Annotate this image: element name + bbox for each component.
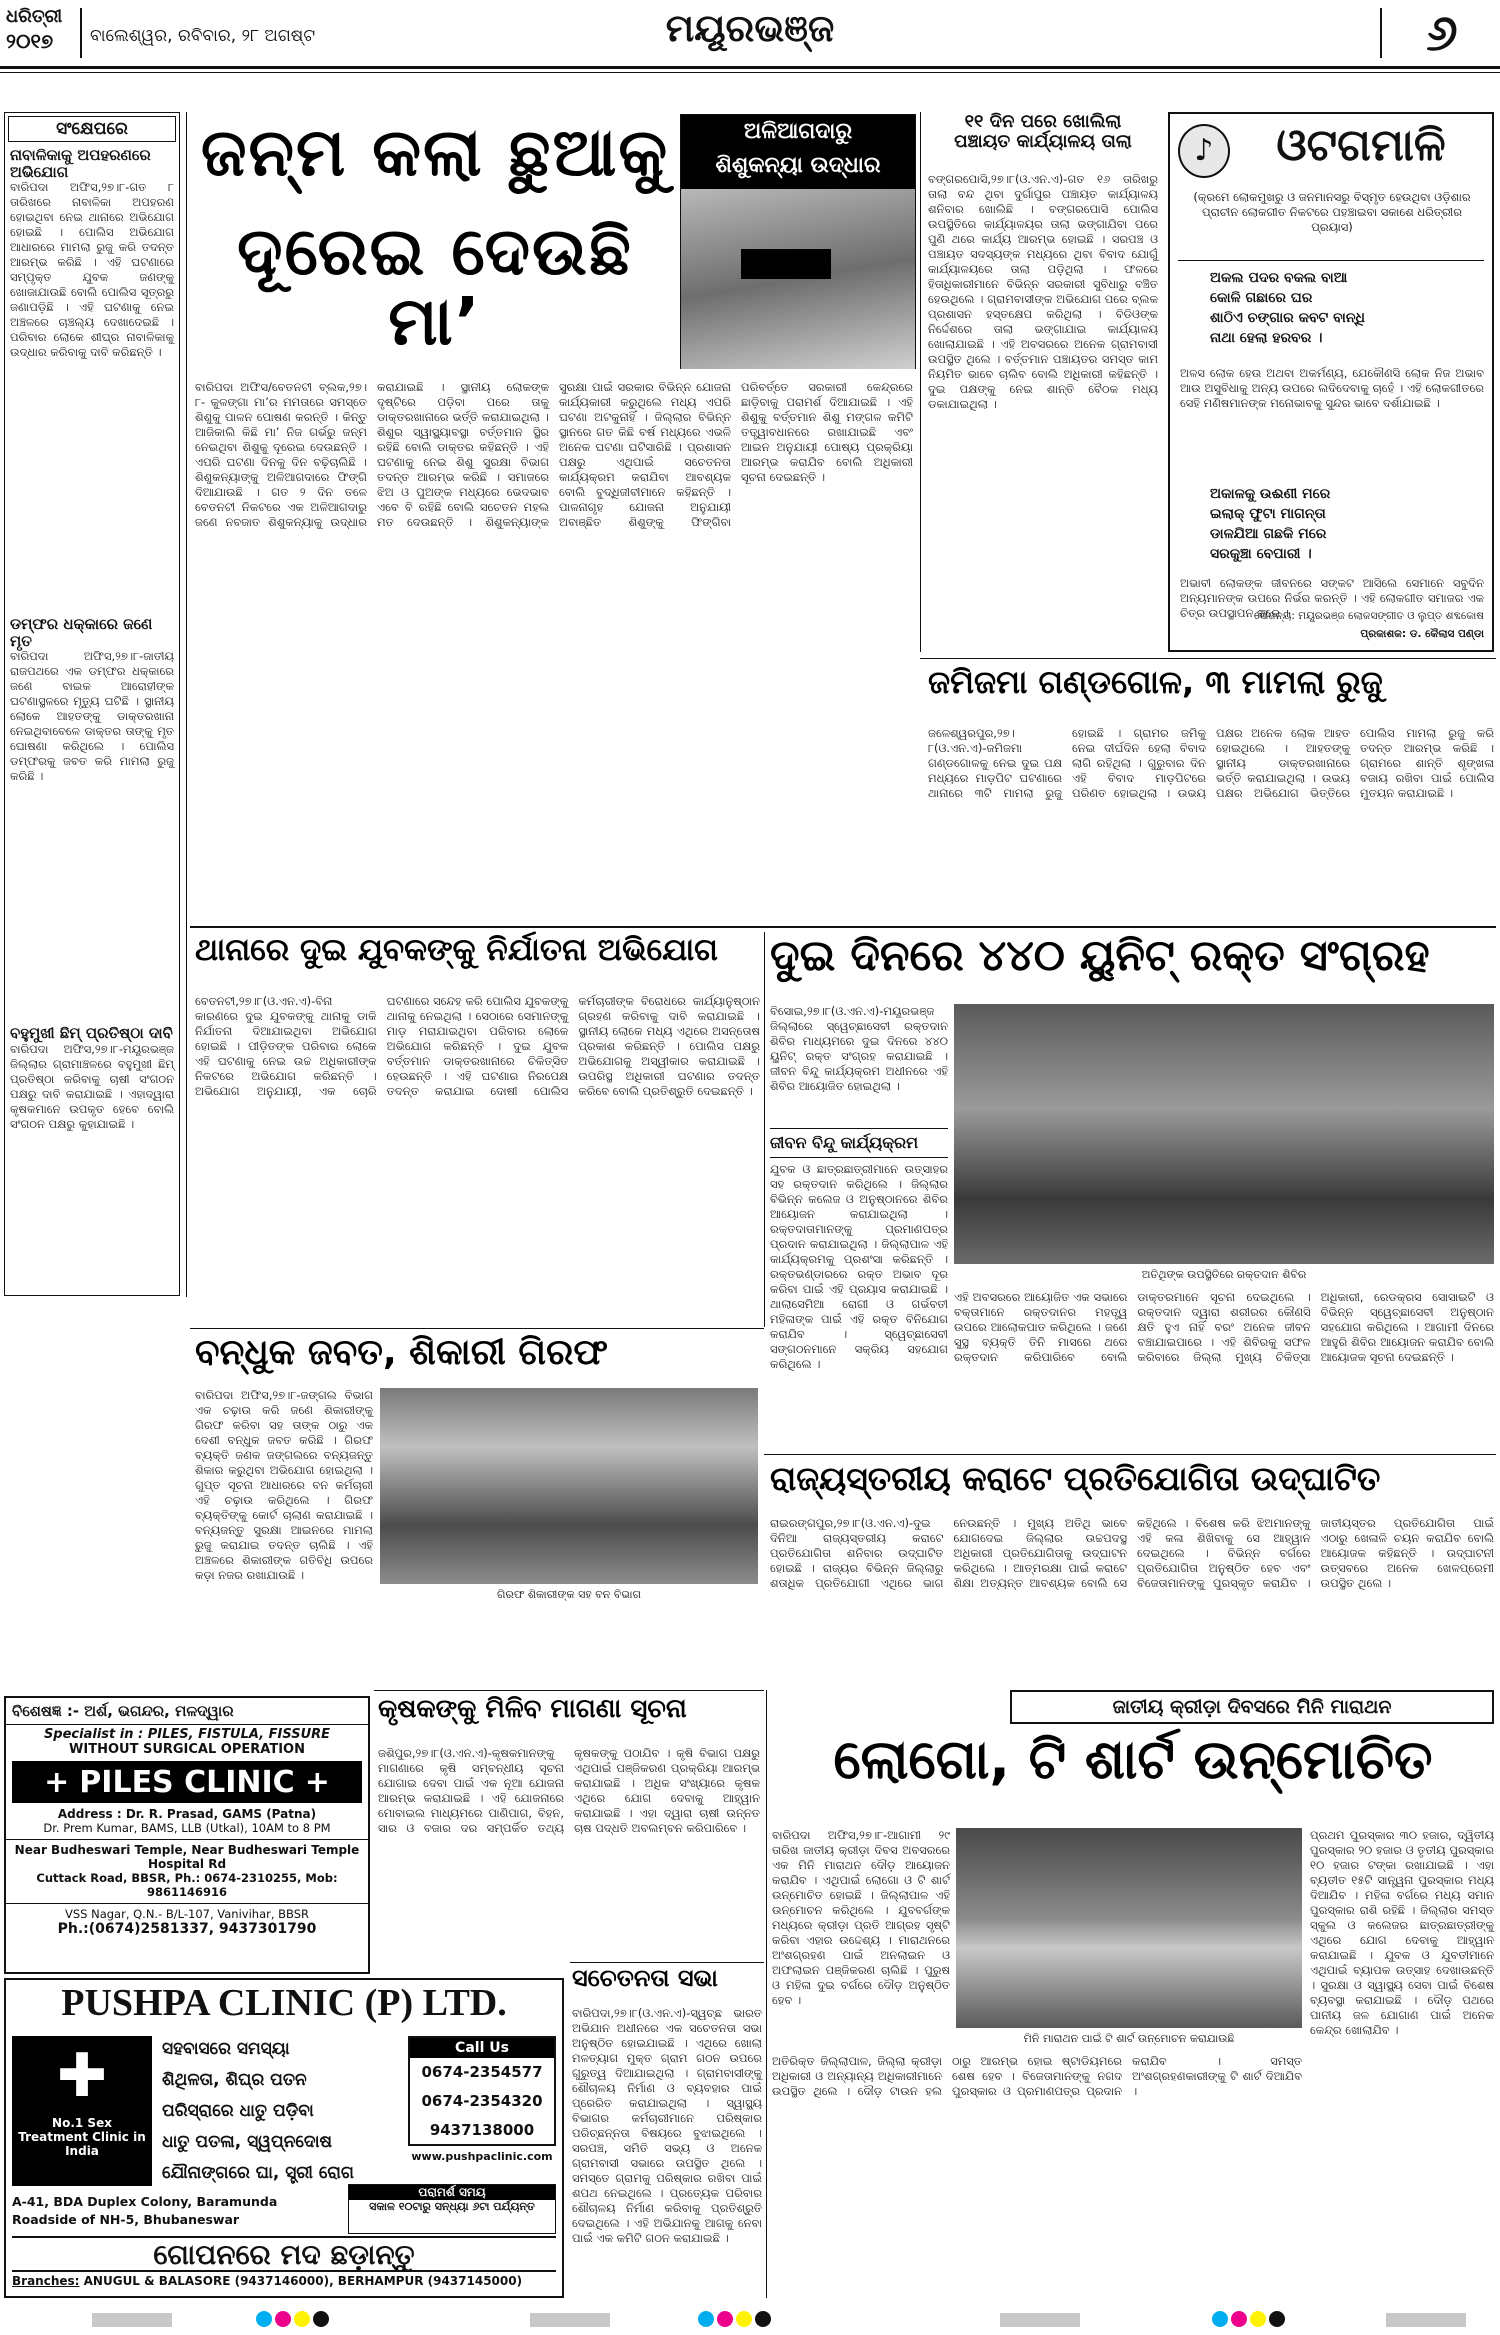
folk-verse-1: [1210, 268, 1460, 358]
torture-body: ବେତନଟୀ,୨୭।୮(ଓ.ଏନ.ଏ)-ବିନା କାରଣରେ ଦୁଇ ଯୁବକଙ୍କୁ ଥାନାକୁ ଡାକି ନିର୍ଯାତନା ଦିଆଯାଇଥିବା ଅଭିଯୋଗ ହୋଇଛି । ପୀଡ଼ିତଙ୍କ ପରିବାର ଲୋକେ ଏହି ଘଟଣାକୁ ନେଇ ଉଚ୍ଚ ଅଧିକାରୀଙ୍କ ନିକଟରେ ଅଭିଯୋଗ କରିଛନ୍ତି । ଅଭିଯୋଗ ଅନୁଯାୟୀ, ଏକ ଚୋରି ଘଟଣାରେ ସନ୍ଦେହ କରି ପୋଲିସ ଯୁବକଙ୍କୁ ଥାନାକୁ ନେଇଥିଲା । ସେଠାରେ ସେମାନଙ୍କୁ ମାଡ଼ ମରାଯାଇଥିବା ପରିବାର ଲୋକେ ଅଭିଯୋଗ କରିଛନ୍ତି । ଦୁଇ ଯୁବକ ବର୍ତ୍ତମାନ ଡାକ୍ତରଖାନାରେ ଚିକିତ୍ସିତ ହେଉଛନ୍ତି । ଏହି ଘଟଣାର ନିରପେକ୍ଷ ତଦନ୍ତ କରାଯାଇ ଦୋଷୀ ପୋଲିସ କର୍ମଚାରୀଙ୍କ ବିରୋଧରେ କାର୍ଯ୍ୟାନୁଷ୍ଠାନ ଗ୍ରହଣ କରିବାକୁ ଦାବି କରାଯାଇଛି । ସ୍ଥାନୀୟ ଲୋକେ ମଧ୍ୟ ଏଥିରେ ଅସନ୍ତୋଷ ପ୍ରକାଶ କରିଛନ୍ତି । ପୋଲିସ ପକ୍ଷରୁ ଅଭିଯୋଗକୁ ଅସ୍ୱୀକାର କରାଯାଇଛି । ଉପରିସ୍ଥ ଅଧିକାରୀ ଘଟଣାର ତଦନ୍ତ କରିବେ ବୋଲି ପ୍ରତିଶ୍ରୁତି ଦେଇଛନ୍ତି ।: [195, 994, 760, 1098]
piles-ad-specialist: Specialist in : PILES, FISTULA, FISSURE: [43, 1727, 331, 1742]
panchayat-body: ବଙ୍ଗରପୋସି,୨୭।୮(ଓ.ଏନ.ଏ)-ଗତ ୧୬ ତାରିଖରୁ ତାଲା ବନ୍ଦ ଥିବା ଦୁର୍ଗାପୁର ପଞ୍ଚାୟତ କାର୍ଯ୍ୟାଳୟ ଶନିବାର ଖୋଲିଛି । ବଙ୍ଗରପୋସି ପୋଲିସ ଉପସ୍ଥିତିରେ କାର୍ଯ୍ୟାଳୟର ତାଲା ଭଙ୍ଗାଯିବା ପରେ ପୁଣି ଥରେ କାର୍ଯ୍ୟ ଆରମ୍ଭ ହୋଇଛି । ସରପଞ୍ଚ ଓ ପଞ୍ଚାୟତ ସଦସ୍ୟଙ୍କ ମଧ୍ୟରେ ଥିବା ବିବାଦ ଯୋଗୁଁ କାର୍ଯ୍ୟାଳୟରେ ତାଲା ପଡ଼ିଥିଲା । ଫଳରେ ହିତାଧିକାରୀମାନେ ବିଭିନ୍ନ ସରକାରୀ ସୁବିଧାରୁ ବଞ୍ଚିତ ହେଉଥିଲେ । ଗ୍ରାମବାସୀଙ୍କ ଅଭିଯୋଗ ପରେ ବ୍ଲକ ପ୍ରଶାସନ ହସ୍ତକ୍ଷେପ କରିଥିଲା । ବିଡିଓଙ୍କ ନିର୍ଦ୍ଦେଶରେ ତାଲା ଭଙ୍ଗାଯାଇ କାର୍ଯ୍ୟାଳୟ ଖୋଲାଯାଇଛି । ଏହି ଅବସରରେ ଅନେକ ଗ୍ରାମବାସୀ ଉପସ୍ଥିତ ଥିଲେ । ବର୍ତ୍ତମାନ ପଞ୍ଚାୟତର ସମସ୍ତ କାମ ନିୟମିତ ଭାବେ ଚାଲିବ ବୋଲି ଅଧିକାରୀ କହିଛନ୍ତି । ଦୁଇ ପକ୍ଷଙ୍କୁ ନେଇ ଶାନ୍ତି ବୈଠକ ମଧ୍ୟ ଡକାଯାଇଥିଲା ।: [928, 172, 1158, 411]
rescue-photo-frame: [680, 114, 916, 369]
verse-line: କୋଳି ଗଛାରେ ଘର: [1210, 290, 1313, 306]
section-rule: [374, 1690, 764, 1691]
magenta-dot: [717, 2311, 733, 2327]
section-rule: [190, 1328, 764, 1329]
blood-camp-photo: [954, 1004, 1494, 1264]
column-rule: [766, 1690, 767, 2298]
pushpa-timing-label: ପରାମର୍ଶ ସମୟ: [349, 2185, 555, 2200]
panchayat-headline-line2: ପଞ୍ଚାୟତ କାର୍ଯ୍ୟାଳୟ ତାଲା: [954, 130, 1132, 152]
color-registration-dots: [698, 2311, 771, 2327]
pushpa-timing: ସକାଳ ୧୦ଟାରୁ ସନ୍ଧ୍ୟା ୬ଟା ପର୍ଯ୍ୟନ୍ତ: [369, 2200, 535, 2213]
baby-photo: [681, 189, 915, 369]
rescue-caption-line1: ଅଳିଆଗଦାରୁ: [743, 119, 853, 144]
blood-body-1: ବିସୋଇ,୨୭।୮(ଓ.ଏନ.ଏ)-ମୟୂରଭଞ୍ଜ ଜିଲ୍ଲାରେ ସ୍ୱେଚ୍ଛାସେବୀ ରକ୍ତଦାନ ଶିବିର ମାଧ୍ୟମରେ ଦୁଇ ଦିନରେ ୪୪୦ ୟୁନିଟ୍ ରକ୍ତ ସଂଗ୍ରହ କରାଯାଇଛି । ଜୀବନ ବିନ୍ଦୁ କାର୍ଯ୍ୟକ୍ରମ ଅଧୀନରେ ଏହି ଶିବିର ଆୟୋଜିତ ହୋଇଥିଲା ।: [770, 1004, 948, 1093]
section-rule: [764, 1454, 1496, 1455]
lead-headline-line1: ଜନ୍ମ କଲା ଛୁଆକୁ: [200, 114, 670, 191]
blood-headline: ଦୁଇ ଦିନରେ ୪୪୦ ୟୁନିଟ୍ ରକ୍ତ ସଂଗ୍ରହ: [770, 931, 1430, 981]
blood-subhead: ଜୀବନ ବିନ୍ଦୁ କାର୍ଯ୍ୟକ୍ରମ: [770, 1128, 948, 1158]
folk-credit: ସୌଜନ୍ୟ: ମୟୂରଭଞ୍ଜ ଲୋକସଙ୍ଗୀତ ଓ ଲୁପ୍ତ ଶବ୍ଦକୋଷ: [1254, 610, 1484, 622]
verse-line: ଶାଠିଏ ଚଙ୍ଗାର କବଟ ବାନ୍ଧି: [1210, 310, 1365, 326]
brand-name: ଧରିତ୍ରୀ: [6, 6, 63, 27]
land-headline: ଜମିଜମା ଗଣ୍ଡଗୋଳ, ୩ ମାମଲା ରୁଜୁ: [928, 663, 1383, 701]
pushpa-badge: [12, 2036, 152, 2186]
piles-clinic-banner: [12, 1761, 362, 1803]
piles-ad-phone: Ph.:(0674)2581337, 9437301790: [57, 1921, 317, 1937]
pushpa-service: ସହବାସରେ ସମସ୍ୟା: [162, 2039, 290, 2059]
piles-ad-road: Cuttack Road, BBSR, Ph.: 0674-2310255, Mob: 9861146916: [36, 1871, 338, 1899]
panchayat-headline-line1: ୧୧ ଦିନ ପରେ ଖୋଲିଲା: [964, 111, 1122, 132]
blood-photo-caption: ଅତିଥିଙ୍କ ଉପସ୍ଥିତିରେ ରକ୍ତଦାନ ଶିବିର: [1141, 1268, 1307, 1281]
verse-line: ନାଥା ହେଲା ହରବର ।: [1210, 330, 1323, 346]
header-divider-left: [80, 8, 82, 58]
brief-headline: ଡମ୍ଫର ଧକ୍କାରେ ଜଣେ ମୃତ: [10, 615, 153, 650]
marathon-headline: ଲୋଗୋ, ଟି ଶାର୍ଟ ଉନ୍ମୋଚିତ: [833, 1728, 1433, 1791]
hunter-arrest-photo: [380, 1388, 758, 1584]
pushpa-timing-box: [348, 2184, 556, 2234]
briefs-column: [4, 112, 180, 1296]
pushpa-callus: Call Us: [410, 2038, 554, 2058]
brand-year: ୨୦୧୭: [6, 29, 54, 53]
page-number: ୬: [1426, 4, 1458, 62]
pushpa-tagline: ଗୋପନରେ ମଦ ଛଡ଼ାନ୍ତୁ: [12, 2236, 556, 2272]
blood-body-3: ଏହି ଅବସରରେ ଆୟୋଜିତ ଏକ ସଭାରେ ବକ୍ତାମାନେ ରକ୍ତଦାନର ମହତ୍ତ୍ୱ ଉପରେ ଆଲୋକପାତ କରିଥିଲେ । ଜଣେ ସୁସ୍ଥ ବ୍ୟକ୍ତି ତିନି ମାସରେ ଥରେ ରକ୍ତଦାନ କରିପାରିବେ ବୋଲି ଡାକ୍ତରମାନେ ସୂଚନା ଦେଇଥିଲେ । ରକ୍ତଦାନ ଦ୍ୱାରା ଶରୀରର କୌଣସି କ୍ଷତି ହୁଏ ନାହିଁ ବରଂ ଅନେକ ଜୀବନ ବଞ୍ଚାଯାଇପାରେ । ଏହି ଶିବିରକୁ ସଫଳ କରିବାରେ ଜିଲ୍ଲା ମୁଖ୍ୟ ଚିକିତ୍ସା ଅଧିକାରୀ, ରେଡକ୍ରସ ସୋସାଇଟି ଓ ବିଭିନ୍ନ ସ୍ୱେଚ୍ଛାସେବୀ ଅନୁଷ୍ଠାନ ସହଯୋଗ କରିଥିଲେ । ଆଗାମୀ ଦିନରେ ଆହୁରି ଶିବିର ଆୟୋଜନ କରାଯିବ ବୋଲି ଆୟୋଜକ ସୂଚନା ଦେଇଛନ୍ତି ।: [954, 1290, 1494, 1364]
folk-publisher: ପ୍ରକାଶକ: ଡ. କୈଲାସ ପଣ୍ଡା: [1360, 628, 1484, 640]
verse-line: ଡାଳଯିଆ ଗଛକି ମରେ: [1210, 526, 1327, 542]
header-rule-thin: [0, 72, 1500, 73]
cross-icon: +: [44, 1764, 70, 1800]
brief-body: ବାରିପଦା ଅଫିସ,୨୭।୮-ଗତ ୮ ତାରିଖରେ ନାବାଳିକା ଅପହରଣ ହୋଇଥିବା ନେଇ ଥାନାରେ ଅଭିଯୋଗ ହୋଇଛି । ପୋଲିସ ଅଭିଯୋଗ ଆଧାରରେ ମାମଲା ରୁଜୁ କରି ତଦନ୍ତ ଆରମ୍ଭ କରିଛି । ଏହି ଘଟଣାରେ ସମ୍ପୃକ୍ତ ଯୁବକ ଜଣଙ୍କୁ ଖୋଜାଯାଉଛି ବୋଲି ପୋଲିସ ସୂତ୍ରରୁ ଜଣାପଡ଼ିଛି । ଏହି ଘଟଣାକୁ ନେଇ ଅଞ୍ଚଳରେ ଚାଞ୍ଚଲ୍ୟ ଦେଖାଦେଇଛି । ପରିବାର ଲୋକେ ଶୀଘ୍ର ନାବାଳିକାକୁ ଉଦ୍ଧାର କରିବାକୁ ଦାବି କରିଛନ୍ତି ।: [10, 180, 174, 359]
piles-ad-address: Address : Dr. R. Prasad, GAMS (Patna): [57, 1807, 317, 1821]
print-registration-bar: [1386, 2313, 1466, 2327]
lead-headline-line2: ଦୂରେଇ ଦେଉଛି ମା’: [237, 213, 633, 360]
pushpa-services: [162, 2034, 402, 2190]
torture-headline: ଥାନାରେ ଦୁଇ ଯୁବକଙ୍କୁ ନିର୍ଯାତନା ଅଭିଯୋଗ: [195, 932, 718, 968]
section-rule: [190, 926, 1496, 928]
pushpa-callus-box: [408, 2036, 556, 2146]
print-registration-bar: [1000, 2313, 1080, 2327]
folk-para-1: ଅଳସ ଲୋକ ହେଉ ଅଥବା ଅକର୍ମଣ୍ୟ, ଯେକୌଣସି ଲୋକ ନିଜ ଅଭାବ ଆଉ ଅସୁବିଧାକୁ ଅନ୍ୟ ଉପରେ ଲଦିଦେବାକୁ ଚାହେଁ । ଏହି ଲୋକଗୀତରେ ସେହି ମଣିଷମାନଙ୍କ ମନୋଭାବକୁ ସୁନ୍ଦର ଭାବେ ଦର୍ଶାଯାଇଛି ।: [1180, 366, 1484, 410]
header-divider-right: [1380, 8, 1382, 58]
briefs-title: ସଂକ୍ଷେପରେ: [8, 116, 176, 142]
brief-headline: ନାବାଳିକାକୁ ଅପହରଣରେ ଅଭିଯୋଗ: [10, 146, 151, 181]
karate-headline: ରାଜ୍ୟସ୍ତରୀୟ କରାଟେ ପ୍ରତିଯୋଗିତା ଉଦ୍‌ଘାଟିତ: [770, 1459, 1381, 1498]
awareness-headline: ସଚେତନତା ସଭା: [572, 1964, 718, 1992]
brief-body: ବାରିପଦା ଅଫିସ,୨୭।୮-ମୟୂରଭଞ୍ଜ ଜିଲ୍ଲାର ଗ୍ରାମାଞ୍ଚଳରେ ବହୁମୁଖୀ ଛିମ୍ ପ୍ରତିଷ୍ଠା କରିବାକୁ ଚାଷୀ ସଂଗଠନ ପକ୍ଷରୁ ଦାବି କରାଯାଇଛି । ଏହାଦ୍ୱାରା କୃଷକମାନେ ଉପକୃତ ହେବେ ବୋଲି ସଂଗଠନ ପକ୍ଷରୁ କୁହାଯାଇଛି ।: [10, 1041, 174, 1131]
brief-headline: ବହୁମୁଖୀ ଛିମ୍ ପ୍ରତିଷ୍ଠା ଦାବି: [10, 1024, 173, 1042]
farmers-headline: କୃଷକଙ୍କୁ ମିଳିବ ମାଗଣା ସୂଚନା: [378, 1694, 687, 1724]
piles-ad-vss: VSS Nagar, Q.N.- B/L-107, Vanivihar, BBSR: [6, 1903, 368, 1921]
column-rule: [186, 112, 187, 1297]
pushpa-service: ପରିସ୍ରାରେ ଧାତୁ ପଡ଼ିବା: [162, 2101, 314, 2121]
piles-clinic-name: PILES CLINIC: [79, 1764, 295, 1800]
magenta-dot: [275, 2311, 291, 2327]
gun-body: ବାରିପଦା ଅଫିସ,୨୭।୮-ଜଙ୍ଗଲ ବିଭାଗ ଏକ ଚଢ଼ାଉ କରି ଜଣେ ଶିକାରୀଙ୍କୁ ଗିରଫ କରିବା ସହ ତାଙ୍କ ଠାରୁ ଏକ ଦେଶୀ ବନ୍ଧୁକ ଜବତ କରିଛି । ଗିରଫ ବ୍ୟକ୍ତି ଜଣକ ଜଙ୍ଗଲରେ ବନ୍ୟଜନ୍ତୁ ଶିକାର କରୁଥିବା ଅଭିଯୋଗ ହୋଇଥିଲା । ଗୁପ୍ତ ସୂଚନା ଆଧାରରେ ବନ କର୍ମଚାରୀ ଏହି ଚଢ଼ାଉ କରିଥିଲେ । ଗିରଫ ବ୍ୟକ୍ତିଙ୍କୁ କୋର୍ଟ ଚାଲାଣ କରାଯାଇଛି । ବନ୍ୟଜନ୍ତୁ ସୁରକ୍ଷା ଆଇନରେ ମାମଲା ରୁଜୁ କରାଯାଇ ତଦନ୍ତ ଚାଲିଛି । ଏହି ଅଞ୍ଚଳରେ ଶିକାରୀଙ୍କ ଗତିବିଧି ଉପରେ କଡ଼ା ନଜର ରଖାଯାଉଛି ।: [195, 1388, 373, 1582]
karate-body: ରାଇରଙ୍ଗପୁର,୨୭।୮(ଓ.ଏନ.ଏ)-ଦୁଇ ଦିନିଆ ରାଜ୍ୟସ୍ତରୀୟ କରାଟେ ପ୍ରତିଯୋଗିତା ଶନିବାର ଉଦ୍‌ଘାଟିତ ହୋଇଛି । ରାଜ୍ୟର ବିଭିନ୍ନ ଜିଲ୍ଲାରୁ ଶତାଧିକ ପ୍ରତିଯୋଗୀ ଏଥିରେ ଭାଗ ନେଉଛନ୍ତି । ମୁଖ୍ୟ ଅତିଥି ଭାବେ ଯୋଗଦେଇ ଜିଲ୍ଲାର ଉଚ୍ଚପଦସ୍ଥ ଅଧିକାରୀ ପ୍ରତିଯୋଗିତାକୁ ଉଦ୍‌ଘାଟନ କରିଥିଲେ । ଆତ୍ମରକ୍ଷା ପାଇଁ କରାଟେ ଶିକ୍ଷା ଅତ୍ୟନ୍ତ ଆବଶ୍ୟକ ବୋଲି ସେ କହିଥିଲେ । ବିଶେଷ କରି ଝିଅମାନଙ୍କୁ ଏହି କଳା ଶିଖିବାକୁ ସେ ଆହ୍ୱାନ ଦେଇଥିଲେ । ବିଭିନ୍ନ ବର୍ଗରେ ପ୍ରତିଯୋଗିତା ଅନୁଷ୍ଠିତ ହେବ ଏବଂ ବିଜେତାମାନଙ୍କୁ ପୁରସ୍କୃତ କରାଯିବ । ଜାତୀୟସ୍ତର ପ୍ରତିଯୋଗିତା ପାଇଁ ଏଠାରୁ ଖେଳାଳି ଚୟନ କରାଯିବ ବୋଲି ଆୟୋଜକ କହିଛନ୍ତି । ଉଦ୍‌ଘାଟନୀ ଉତ୍ସବରେ ଅନେକ ଖେଳପ୍ରେମୀ ଉପସ୍ଥିତ ଥିଲେ ।: [770, 1516, 1494, 1590]
folk-verse-2: [1210, 484, 1460, 574]
yellow-dot: [1250, 2311, 1266, 2327]
pushpa-badge-text: No.1 Sex Treatment Clinic in India: [18, 2116, 146, 2158]
yellow-dot: [736, 2311, 752, 2327]
cyan-dot: [256, 2311, 272, 2327]
yellow-dot: [294, 2311, 310, 2327]
marathon-launch-photo: [956, 1828, 1302, 2028]
rescue-caption-line2: ଶିଶୁକନ୍ୟା ଉଦ୍ଧାର: [715, 153, 881, 178]
pushpa-address2: Roadside of NH-5, Bhubaneswar: [12, 2212, 240, 2227]
magenta-dot: [1231, 2311, 1247, 2327]
folk-intro: (କ୍ରମେ ଲୋକମୁଖରୁ ଓ ଜନମାନସରୁ ବିସ୍ମୃତ ହେଉଥିବା ଓଡ଼ିଶାର ପ୍ରାଚୀନ ଲୋକଗୀତ ନିକଟରେ ପହଞ୍ଚାଇବା ସକାଶେ ଧରିତ୍ରୀର ପ୍ରୟାସ): [1193, 190, 1471, 234]
verse-line: ଅକାଳକୁ ଉଈଣୀ ମରେ: [1210, 486, 1331, 502]
piles-clinic-ad: [4, 1696, 370, 1974]
section-rule: [920, 658, 1496, 659]
pushpa-service: ଯୌନାଙ୍ଗରେ ଘା, ସ୍ତ୍ରୀ ରୋଗ: [162, 2163, 354, 2183]
marathon-body-2: ଅତିରିକ୍ତ ଜିଲ୍ଲାପାଳ, ଜିଲ୍ଲା କ୍ରୀଡ଼ା ଅଧିକାରୀ ଓ ଅନ୍ୟାନ୍ୟ ଅଧିକାରୀମାନେ ଉପସ୍ଥିତ ଥିଲେ । ଦୌଡ଼ ଟାଉନ ହଲ ଠାରୁ ଆରମ୍ଭ ହୋଇ ଷ୍ଟାଡିୟମରେ ଶେଷ ହେବ । ବିଜେତାମାନଙ୍କୁ ନଗଦ ପୁରସ୍କାର ଓ ପ୍ରମାଣପତ୍ର ପ୍ରଦାନ କରାଯିବ । ସମସ୍ତ ଅଂଶଗ୍ରହଣକାରୀଙ୍କୁ ଟି ଶାର୍ଟ ଦିଆଯିବ ।: [772, 2054, 1302, 2098]
verse-line: ଇଲାକ୍ ଫୁଟା ମାଗନ୍ତା: [1210, 506, 1326, 522]
pushpa-name: PUSHPA CLINIC (P) LTD.: [61, 1982, 507, 2024]
print-registration-bar: [92, 2313, 172, 2327]
piles-ad-doctor2: Dr. Prem Kumar, BAMS, LLB (Utkal), 10AM to 8 PM: [43, 1821, 331, 1835]
header-rule: [0, 66, 1500, 69]
land-body: ଜଳେଶ୍ୱରପୁର,୨୭।୮(ଓ.ଏନ.ଏ)-ଜମିଜମା ଗଣ୍ଡଗୋଳକୁ ନେଇ ଦୁଇ ପକ୍ଷ ମଧ୍ୟରେ ମାଡ଼ପିଟ ଘଟଣାରେ ଥାନାରେ ୩ଟି ମାମଲା ରୁଜୁ ହୋଇଛି । ଗ୍ରାମର ଜମିକୁ ନେଇ ଦୀର୍ଘଦିନ ହେଲା ବିବାଦ ଲାଗି ରହିଥିଲା । ଗୁରୁବାର ଦିନ ଏହି ବିବାଦ ମାଡ଼ପିଟରେ ପରିଣତ ହୋଇଥିଲା । ଉଭୟ ପକ୍ଷର ଅନେକ ଲୋକ ଆହତ ହୋଇଥିଲେ । ଆହତଙ୍କୁ ସ୍ଥାନୀୟ ଡାକ୍ତରଖାନାରେ ଭର୍ତ୍ତି କରାଯାଇଥିଲା । ଉଭୟ ପକ୍ଷର ଅଭିଯୋଗ ଭିତ୍ତିରେ ପୋଲିସ ମାମଲା ରୁଜୁ କରି ତଦନ୍ତ ଆରମ୍ଭ କରିଛି । ଗ୍ରାମରେ ଶାନ୍ତି ଶୃଙ୍ଖଳା ବଜାୟ ରଖିବା ପାଇଁ ପୋଲିସ ମୁତୟନ କରାଯାଇଛି ।: [928, 726, 1494, 800]
pushpa-address1: A-41, BDA Duplex Colony, Baramunda: [12, 2194, 278, 2209]
pushpa-service: ଧାତୁ ପତଳା, ସ୍ୱପ୍ନଦୋଷ: [162, 2132, 333, 2152]
panchayat-headline: [928, 112, 1158, 168]
color-registration-dots: [256, 2311, 329, 2327]
black-dot: [755, 2311, 771, 2327]
color-registration-dots: [1212, 2311, 1285, 2327]
verse-line: ସରକୁଞ୍ଚା ବେପାରୀ ।: [1210, 546, 1312, 562]
print-registration-bar: [530, 2313, 610, 2327]
marathon-body: ବାରିପଦା ଅଫିସ,୨୭।୮-ଆଗାମୀ ୨୯ ତାରିଖ ଜାତୀୟ କ୍ରୀଡ଼ା ଦିବସ ଅବସରରେ ଏକ ମିନି ମାରାଥନ ଦୌଡ଼ ଆୟୋଜନ କରାଯିବ । ଏଥିପାଇଁ ଲୋଗୋ ଓ ଟି ଶାର୍ଟ ଉନ୍ମୋଚିତ ହୋଇଛି । ଜିଲ୍ଲାପାଳ ଏହି ଉନ୍ମୋଚନ କରିଥିଲେ । ଯୁବବର୍ଗଙ୍କ ମଧ୍ୟରେ କ୍ରୀଡ଼ା ପ୍ରତି ଆଗ୍ରହ ସୃଷ୍ଟି କରିବା ଏହାର ଉଦ୍ଦେଶ୍ୟ । ମାରାଥନରେ ଅଂଶଗ୍ରହଣ ପାଇଁ ଅନଲାଇନ ଓ ଅଫଲାଇନ ପଞ୍ଜିକରଣ ଚାଲିଛି । ପୁରୁଷ ଓ ମହିଳା ଦୁଇ ବର୍ଗରେ ଦୌଡ଼ ଅନୁଷ୍ଠିତ ହେବ ।: [772, 1828, 950, 2007]
cross-icon: +: [304, 1764, 330, 1800]
masthead: [0, 0, 1500, 66]
verse-line: ଅକଲ ପଦର ବକଲ ବାଆ: [1210, 270, 1348, 286]
cyan-dot: [698, 2311, 714, 2327]
black-dot: [313, 2311, 329, 2327]
lead-headline: [195, 114, 675, 368]
awareness-body: ବାରିପଦା,୨୭।୮(ଓ.ଏନ.ଏ)-ସ୍ୱଚ୍ଛ ଭାରତ ଅଭିଯାନ ଅଧୀନରେ ଏକ ସଚେତନତା ସଭା ଅନୁଷ୍ଠିତ ହୋଇଯାଇଛି । ଏଥିରେ ଖୋଲା ମଳତ୍ୟାଗ ମୁକ୍ତ ଗ୍ରାମ ଗଠନ ଉପରେ ଗୁରୁତ୍ୱ ଦିଆଯାଇଥିଲା । ଗ୍ରାମବାସୀଙ୍କୁ ଶୌଚାଳୟ ନିର୍ମାଣ ଓ ବ୍ୟବହାର ପାଇଁ ପ୍ରେରିତ କରାଯାଇଥିଲା । ସ୍ୱାସ୍ଥ୍ୟ ବିଭାଗର କର୍ମଚାରୀମାନେ ପରିଷ୍କାର ପରିଚ୍ଛନ୍ନତା ବିଷୟରେ ବୁଝାଇଥିଲେ । ସରପଞ୍ଚ, ସମିତି ସଭ୍ୟ ଓ ଅନେକ ଗ୍ରାମବାସୀ ସଭାରେ ଉପସ୍ଥିତ ଥିଲେ । ସମସ୍ତେ ଗ୍ରାମକୁ ପରିଷ୍କାର ରଖିବା ପାଇଁ ଶପଥ ନେଇଥିଲେ । ପ୍ରତ୍ୟେକ ପରିବାର ଶୌଚାଳୟ ନିର୍ମାଣ କରିବାକୁ ପ୍ରତିଶ୍ରୁତି ଦେଇଥିଲେ । ଏହି ଅଭିଯାନକୁ ଆଗକୁ ନେବା ପାଇଁ ଏକ କମିଟି ଗଠନ କରାଯାଇଛି ।: [572, 2006, 762, 2245]
singer-icon: ♪: [1178, 124, 1230, 178]
lead-body: ବାରିପଦା ଅଫିସ/ବେତନଟୀ ବ୍ଲକ,୨୭।୮- କୁଳଙ୍ଗା ମା’ର ମମତାରେ ସମସ୍ତେ ଶିଶୁକୁ ପାଳନ ପୋଷଣ କରନ୍ତି । କିନ୍ତୁ ଆଜିକାଲି କିଛି ମା’ ନିଜ ଗର୍ଭରୁ ଜନ୍ମ ନେଇଥିବା ଶିଶୁକୁ ଦୂରେଇ ଦେଉଛନ୍ତି । ଏପରି ଘଟଣା ଦିନକୁ ଦିନ ବଢ଼ିଚାଲିଛି । ଶିଶୁକନ୍ୟାଙ୍କୁ ଅଳିଆଗଦାରେ ଫିଙ୍ଗି ଦିଆଯାଉଛି । ଗତ ୨ ଦିନ ତଳେ ବେତନଟୀ ନିକଟରେ ଏକ ଅଳିଆଗଦାରୁ ଜଣେ ନବଜାତ ଶିଶୁକନ୍ୟାକୁ ଉଦ୍ଧାର କରାଯାଇଛି । ସ୍ଥାନୀୟ ଲୋକଙ୍କ ଦୃଷ୍ଟିରେ ପଡ଼ିବା ପରେ ତାକୁ ଡାକ୍ତରଖାନାରେ ଭର୍ତ୍ତି କରାଯାଇଥିଲା । ଶିଶୁର ସ୍ୱାସ୍ଥ୍ୟାବସ୍ଥା ବର୍ତ୍ତମାନ ସ୍ଥିର ରହିଛି ବୋଲି ଡାକ୍ତର କହିଛନ୍ତି । ଏହି ଘଟଣାକୁ ନେଇ ଶିଶୁ ସୁରକ୍ଷା ବିଭାଗ ତଦନ୍ତ ଆରମ୍ଭ କରିଛି । ସମାଜରେ ଝିଅ ଓ ପୁଅଙ୍କ ମଧ୍ୟରେ ଭେଦଭାବ ଏବେ ବି ରହିଛି ବୋଲି ସଚେତନ ମହଲ ମତ ଦେଉଛନ୍ତି । ଶିଶୁକନ୍ୟାଙ୍କ ସୁରକ୍ଷା ପାଇଁ ସରକାର ବିଭିନ୍ନ ଯୋଜନା କାର୍ଯ୍ୟକାରୀ କରୁଥିଲେ ମଧ୍ୟ ଏପରି ଘଟଣା ଅଟକୁନାହିଁ । ଜିଲ୍ଲାର ବିଭିନ୍ନ ସ୍ଥାନରେ ଗତ କିଛି ବର୍ଷ ମଧ୍ୟରେ ଏଭଳି ଅନେକ ଘଟଣା ଘଟିସାରିଛି । ପ୍ରଶାସନ ପକ୍ଷରୁ ଏଥିପାଇଁ ସଚେତନତା କାର୍ଯ୍ୟକ୍ରମ କରାଯିବା ଆବଶ୍ୟକ ବୋଲି ବୁଦ୍ଧିଜୀବୀମାନେ କହିଛନ୍ତି । ପାଳନାଗୃହ ଯୋଜନା ଅନୁଯାୟୀ ଅବାଞ୍ଛିତ ଶିଶୁଙ୍କୁ ଫିଙ୍ଗିବା ପରିବର୍ତ୍ତେ ସରକାରୀ କେନ୍ଦ୍ରରେ ଛାଡ଼ିବାକୁ ପରାମର୍ଶ ଦିଆଯାଇଛି । ଏହି ଶିଶୁକୁ ବର୍ତ୍ତମାନ ଶିଶୁ ମଙ୍ଗଳ କମିଟି ତତ୍ତ୍ୱାବଧାନରେ ରଖାଯାଇଛି ଏବଂ ଆଇନ ଅନୁଯାୟୀ ପୋଷ୍ୟ ପ୍ରକ୍ରିୟା ଆରମ୍ଭ କରାଯିବ ବୋଲି ଅଧିକାରୀ ସୂଚନା ଦେଇଛନ୍ତି ।: [195, 380, 913, 529]
section-rule: [570, 1962, 764, 1963]
gun-headline: ବନ୍ଧୁକ ଜବତ, ଶିକାରୀ ଗିରଫ: [195, 1332, 608, 1373]
piles-ad-near: Near Budheswari Temple, Near Budheswari Temple Hospital Rd: [6, 1839, 368, 1871]
piles-ad-without: WITHOUT SURGICAL OPERATION: [69, 1742, 305, 1757]
pushpa-branches-label: Branches:: [12, 2274, 80, 2288]
brief-body: ବାରିପଦା ଅଫିସ,୨୭।୮-ଜାତୀୟ ରାଜପଥରେ ଏକ ଡମ୍ଫର ଧକ୍କାରେ ଜଣେ ବାଇକ ଆରୋହୀଙ୍କ ଘଟଣାସ୍ଥଳରେ ମୃତ୍ୟୁ ଘଟିଛି । ସ୍ଥାନୀୟ ଲୋକେ ଆହତଙ୍କୁ ଡାକ୍ତରଖାନା ନେଇଥିବାବେଳେ ଡାକ୍ତର ତାଙ୍କୁ ମୃତ ଘୋଷଣା କରିଥିଲେ । ପୋଲିସ ଡମ୍ଫରକୁ ଜବତ କରି ମାମଲା ରୁଜୁ କରିଛି ।: [10, 649, 174, 783]
pushpa-branches: [12, 2274, 556, 2294]
cyan-dot: [1212, 2311, 1228, 2327]
column-rule: [920, 112, 921, 652]
pushpa-phone: 9437138000: [429, 2121, 535, 2139]
farmers-body: ଜଶିପୁର,୨୭।୮(ଓ.ଏନ.ଏ)-କୃଷକମାନଙ୍କୁ ମାଗଣାରେ କୃଷି ସମ୍ବନ୍ଧୀୟ ସୂଚନା ଯୋଗାଇ ଦେବା ପାଇଁ ଏକ ନୂଆ ଯୋଜନା ଆରମ୍ଭ କରାଯାଇଛି । ଏହି ଯୋଜନାରେ ମୋବାଇଲ ମାଧ୍ୟମରେ ପାଣିପାଗ, ବିହନ, ସାର ଓ ବଜାର ଦର ସମ୍ପର୍କିତ ତଥ୍ୟ କୃଷକଙ୍କୁ ପଠାଯିବ । କୃଷି ବିଭାଗ ପକ୍ଷରୁ ଏଥିପାଇଁ ପଞ୍ଜିକରଣ ପ୍ରକ୍ରିୟା ଆରମ୍ଭ କରାଯାଇଛି । ଅଧିକ ସଂଖ୍ୟାରେ କୃଷକ ଏଥିରେ ଯୋଗ ଦେବାକୁ ଆହ୍ୱାନ କରାଯାଇଛି । ଏହା ଦ୍ୱାରା ଚାଷୀ ଉନ୍ନତ ଚାଷ ପଦ୍ଧତି ଅବଲମ୍ବନ କରିପାରିବେ ।: [378, 1746, 760, 1835]
folk-column: [1168, 112, 1494, 652]
dateline: ବାଲେଶ୍ୱର, ରବିବାର, ୨୮ ଅଗଷ୍ଟ: [90, 26, 316, 46]
pushpa-clinic-ad: [4, 1978, 564, 2298]
pushpa-phone: 0674-2354577: [421, 2063, 543, 2081]
column-rule: [764, 932, 765, 1327]
folk-rule: [1178, 260, 1484, 261]
pushpa-branches-list: ANUGUL & BALASORE (9437146000), BERHAMPUR (9437145000): [83, 2274, 523, 2288]
section-title: ମୟୂରଭଞ୍ଜ: [665, 6, 835, 50]
folk-title: ଓଟଗମାଳି: [1276, 120, 1446, 171]
pushpa-service: ଶିଥିଳତା, ଶିଘ୍ର ପତନ: [162, 2070, 307, 2090]
rescue-photo-caption-box: [681, 115, 915, 189]
pushpa-phone: 0674-2354320: [421, 2092, 543, 2110]
face-blur-bar: [741, 249, 831, 279]
folk-para-2: ଅଭାବୀ ଲୋକଙ୍କ ଜୀବନରେ ସଙ୍କଟ ଆସିଲେ ସେମାନେ ସବୁଦିନ ଅନ୍ୟମାନଙ୍କ ଉପରେ ନିର୍ଭର କରନ୍ତି । ଏହି ଲୋକଗୀତ ସମାଜର ଏକ ଚିତ୍ର ଉପସ୍ଥାପନ କରେ ।: [1180, 576, 1484, 620]
pushpa-website: www.pushpaclinic.com: [411, 2150, 553, 2163]
piles-ad-title: ବିଶେଷଜ୍ଞ :- ଅର୍ଶ, ଭଗନ୍ଦର, ମଳଦ୍ୱାର: [6, 1698, 368, 1725]
medical-cross-icon: ✚: [56, 2041, 108, 2111]
marathon-body-3: ପ୍ରଥମ ପୁରସ୍କାର ୩୦ ହଜାର, ଦ୍ୱିତୀୟ ପୁରସ୍କାର ୨୦ ହଜାର ଓ ତୃତୀୟ ପୁରସ୍କାର ୧୦ ହଜାର ଟଙ୍କା ରଖାଯାଇଛି । ଏହା ବ୍ୟତୀତ ୧୫ଟି ସାନ୍ତ୍ୱନା ପୁରସ୍କାର ମଧ୍ୟ ଦିଆଯିବ । ମହିଳା ବର୍ଗରେ ମଧ୍ୟ ସମାନ ପୁରସ୍କାର ରାଶି ରହିଛି । ଜିଲ୍ଲାର ସମସ୍ତ ସ୍କୁଲ ଓ କଲେଜର ଛାତ୍ରଛାତ୍ରୀଙ୍କୁ ଏଥିରେ ଯୋଗ ଦେବାକୁ ଆହ୍ୱାନ କରାଯାଇଛି । ଯୁବକ ଓ ଯୁବତୀମାନେ ଏଥିପାଇଁ ବ୍ୟାପକ ଉତ୍ସାହ ଦେଖାଉଛନ୍ତି । ସୁରକ୍ଷା ଓ ସ୍ୱାସ୍ଥ୍ୟ ସେବା ପାଇଁ ବିଶେଷ ବ୍ୟବସ୍ଥା କରାଯାଇଛି । ଦୌଡ଼ ପଥରେ ପାନୀୟ ଜଳ ଯୋଗାଣ ପାଇଁ ଅନେକ କେନ୍ଦ୍ର ଖୋଲାଯିବ ।: [1310, 1828, 1494, 2037]
hunter-photo-caption: ଗିରଫ ଶିକାରୀଙ୍କ ସହ ବନ ବିଭାଗ: [497, 1588, 641, 1601]
marathon-photo-caption: ମିନି ମାରାଥନ ପାଇଁ ଟି ଶାର୍ଟ ଉନ୍ମୋଚନ କରାଯାଉଛି: [1023, 2032, 1235, 2045]
marathon-kicker: ଜାତୀୟ କ୍ରୀଡ଼ା ଦିବସରେ ମିନି ମାରାଥନ: [1010, 1690, 1494, 1724]
blood-body-2: ଯୁବକ ଓ ଛାତ୍ରଛାତ୍ରୀମାନେ ଉତ୍ସାହର ସହ ରକ୍ତଦାନ କରିଥିଲେ । ଜିଲ୍ଲାର ବିଭିନ୍ନ କଲେଜ ଓ ଅନୁଷ୍ଠାନରେ ଶିବିର ଆୟୋଜନ କରାଯାଇଥିଲା । ରକ୍ତଦାତାମାନଙ୍କୁ ପ୍ରମାଣପତ୍ର ପ୍ରଦାନ କରାଯାଇଥିଲା । ଜିଲ୍ଲାପାଳ ଏହି କାର୍ଯ୍ୟକ୍ରମକୁ ପ୍ରଶଂସା କରିଛନ୍ତି । ରକ୍ତଭଣ୍ଡାରରେ ରକ୍ତ ଅଭାବ ଦୂର କରିବା ପାଇଁ ଏହି ପ୍ରୟାସ କରାଯାଇଛି । ଥାଲାସେମିଆ ରୋଗୀ ଓ ଗର୍ଭବତୀ ମହିଳାଙ୍କ ପାଇଁ ଏହି ରକ୍ତ ବିନିଯୋଗ କରାଯିବ । ସ୍ୱେଚ୍ଛାସେବୀ ସଙ୍ଗଠନମାନେ ସକ୍ରିୟ ସହଯୋଗ କରିଥିଲେ ।: [770, 1162, 948, 1371]
brand-block: [6, 6, 76, 62]
black-dot: [1269, 2311, 1285, 2327]
